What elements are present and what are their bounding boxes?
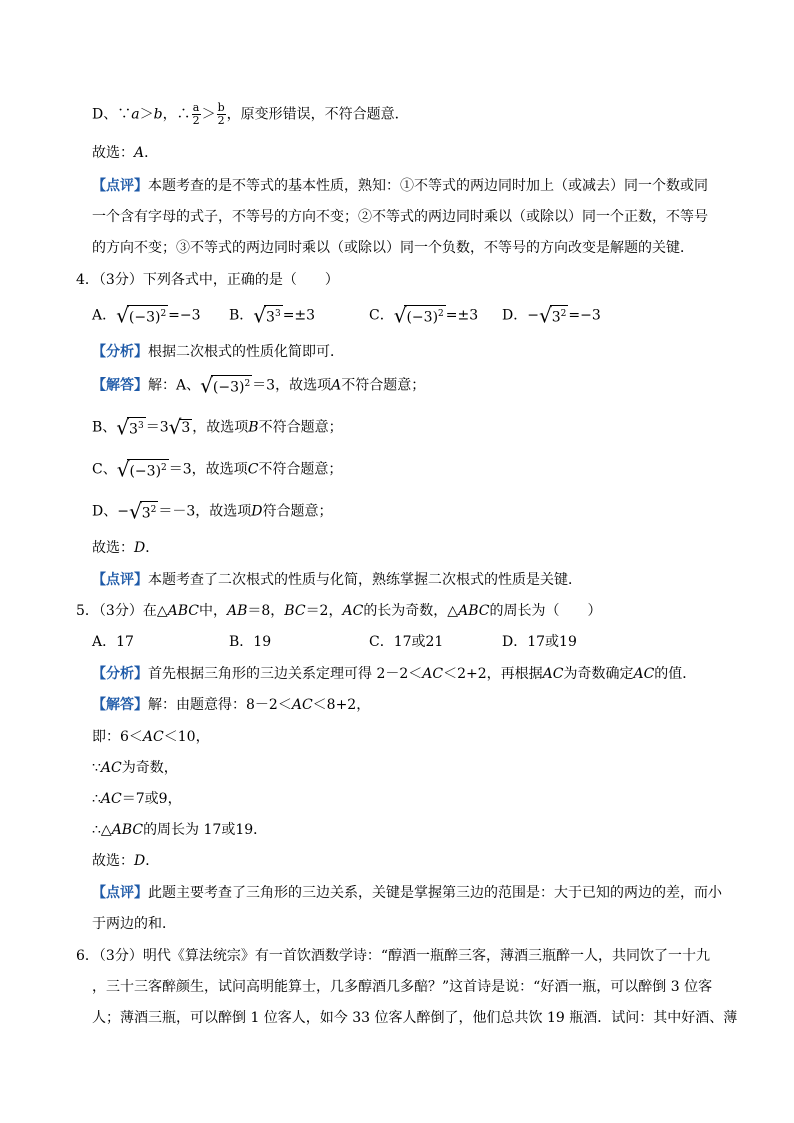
text: 解：A、 [148, 377, 201, 394]
var: AC [291, 697, 313, 713]
q4-option-c [369, 305, 478, 326]
q3-option-d-explanation [92, 102, 409, 127]
q5-stem [76, 601, 601, 621]
text: 故选： [92, 145, 134, 161]
exponent: 2 [244, 379, 251, 389]
text: =−3 [168, 307, 201, 324]
q4-option-a [92, 305, 201, 326]
text: ＜8+2， [312, 697, 371, 713]
text: 不符合题意； [258, 419, 343, 436]
text: ＝8， [247, 603, 285, 619]
var: ABC [167, 603, 199, 619]
sqrt: $√(-3)^2$ [116, 303, 167, 328]
q3-comment-line-3: 的方向不变；③不等式的两边同时乘以（或除以）同一个负数，不等号的方向改变是解题的关键． [92, 240, 694, 256]
text: 首先根据三角形的三边关系定理可得 2－2＜ [148, 666, 423, 682]
text: D、− [92, 503, 129, 520]
text: ，原变形错误，不符合题意． [226, 106, 409, 123]
text: 故选： [92, 540, 134, 556]
var: AC [542, 666, 564, 682]
q4-solution-c [92, 459, 342, 480]
text: 根据二次根式的性质化简即可． [148, 344, 344, 360]
analysis-tag: 【分析】 [92, 666, 148, 682]
label: B． [229, 307, 254, 324]
q5-option-b: B．19 [229, 634, 272, 650]
text: 即：6＜ [92, 729, 143, 745]
q4-solution-d [92, 501, 333, 522]
text: 此题主要考查了三角形的三边关系，关键是掌握第三边的范围是：大于已知的两边的差，而小 [148, 885, 722, 901]
text: B、 [92, 419, 117, 436]
q5-analysis [92, 664, 696, 684]
sqrt: $√3^3$ [253, 303, 281, 328]
option-letter: B [248, 419, 259, 436]
text: ＞ [139, 106, 154, 123]
var: AC [633, 666, 655, 682]
q5-solution-line-1 [92, 695, 370, 715]
q5-comment-line-1 [92, 883, 722, 903]
text: 中， [198, 603, 227, 619]
answer-letter: A [134, 145, 145, 161]
var: AC [100, 760, 122, 776]
q5-comment-line-2: 于两边的和． [92, 916, 176, 932]
option-letter: D [251, 503, 263, 520]
text: 的周长为（ ） [489, 603, 602, 619]
option-letter: A [331, 377, 342, 394]
var: AC [100, 791, 122, 807]
sqrt: $√(-3)^2$ [393, 303, 444, 328]
q5-option-d: D．17或19 [502, 634, 577, 650]
sqrt: $√(-3)^2$ [200, 373, 251, 398]
text: 不符合题意； [341, 377, 426, 394]
comment-tag: 【点评】 [92, 572, 148, 588]
text: ，故选项 [192, 419, 249, 436]
numerator: a [192, 101, 200, 114]
q5-option-c: C．17或21 [369, 634, 444, 650]
q4-analysis [92, 342, 344, 362]
radicand: (−3) [212, 379, 245, 396]
text: 符合题意； [262, 503, 333, 520]
denominator: 2 [217, 114, 225, 127]
numerator: b [217, 101, 225, 114]
text: =−3 [568, 307, 601, 324]
fraction-b-over-2 [217, 102, 226, 127]
var: ABC [458, 603, 490, 619]
text: ＝3，故选项 [252, 377, 332, 394]
exponent: 2 [160, 309, 167, 319]
radicand: 3 [129, 421, 138, 438]
var: ABC [111, 822, 144, 838]
radicand: (−3) [128, 309, 161, 326]
exponent: 2 [150, 505, 157, 515]
q3-comment-line-1 [92, 176, 708, 196]
text: 的长为奇数，△ [363, 603, 459, 619]
var: AC [422, 666, 444, 682]
q6-stem-line-3: 人；薄酒三瓶，可以醉倒 1 位客人，如今 33 位客人醉倒了，他们总共饮 19 瓶酒．试问：其中好酒、薄 [92, 1010, 738, 1026]
q6-stem-line-1: 6．（3分）明代《算法统宗》有一首饮酒数学诗：“醇酒一瓶醉三客，薄酒三瓶醉一人，共同饮了一十九 [76, 948, 710, 964]
answer-letter: D [134, 853, 146, 869]
text: C、 [92, 461, 117, 478]
answer-letter: D [134, 540, 146, 556]
q4-answer [92, 538, 159, 558]
radicand: 3 [266, 309, 275, 326]
q4-stem: 4．（3分）下列各式中，正确的是（ ） [76, 272, 339, 288]
comment-tag: 【点评】 [92, 178, 148, 194]
denominator: 2 [192, 114, 200, 127]
q4-solution-a [92, 375, 425, 396]
text: ＝7或9， [121, 791, 182, 807]
radicand: (−3) [129, 463, 162, 480]
text: 本题考查的是不等式的基本性质，熟知：①不等式的两边同时加上（或减去）同一个数或同 [148, 178, 708, 194]
var-b: b [153, 106, 163, 123]
text: ． [145, 540, 160, 556]
text: 5．（3分）在△ [76, 603, 168, 619]
sqrt: $√3^2$ [538, 303, 567, 328]
text: ∵ [92, 760, 101, 776]
radicand: 3 [551, 309, 561, 326]
text: ＞ [201, 106, 216, 123]
text: 的值． [654, 666, 697, 682]
q5-solution-line-2 [92, 727, 210, 747]
text: ，∴ [162, 106, 191, 123]
q4-option-d [502, 305, 601, 326]
sqrt: $√3^2$ [128, 499, 157, 524]
var: AB [226, 603, 248, 619]
text: ＜2+2，再根据 [443, 666, 543, 682]
radicand: 3 [141, 505, 151, 522]
var: AC [142, 729, 164, 745]
text: D、∵ [92, 106, 132, 123]
analysis-tag: 【分析】 [92, 344, 148, 360]
q6-stem-line-2: ，三十三客醉颜生，试问高明能算士，几多醇酒几多醅？”这首诗是说：“好酒一瓶，可以醉倒 3 位客 [92, 979, 713, 995]
text: 为奇数， [121, 760, 178, 776]
exponent: 2 [560, 309, 567, 319]
label: A． [92, 307, 117, 324]
q3-comment-line-2: 一个含有字母的式子，不等号的方向不变；②不等式的两边同时乘以（或除以）同一个正数，不等号 [92, 209, 708, 225]
text: ＜10， [163, 729, 210, 745]
q5-solution-line-3 [92, 758, 178, 778]
q4-comment [92, 570, 582, 590]
sqrt: $√(-3)^2$ [116, 457, 167, 482]
exponent: 2 [161, 463, 167, 473]
label: C． [369, 307, 394, 324]
text: 解：由题意得：8－2＜ [148, 697, 292, 713]
text: ． [144, 145, 159, 161]
sqrt: √3 [168, 415, 191, 440]
option-letter: C [247, 461, 259, 478]
exponent: 3 [137, 421, 144, 431]
exponent: 3 [274, 309, 281, 319]
var-a: a [131, 106, 140, 123]
radicand: 3 [181, 419, 191, 436]
comment-tag: 【点评】 [92, 885, 148, 901]
text: ＝3 [145, 419, 169, 436]
text: ＝2， [305, 603, 343, 619]
text: ＝3，故选项 [168, 461, 248, 478]
radicand: (−3) [406, 309, 439, 326]
text: 本题考查了二次根式的性质与化简，熟练掌握二次根式的性质是关键． [148, 572, 582, 588]
fraction-a-over-2 [192, 102, 201, 127]
var: BC [284, 603, 306, 619]
text: ∴△ [92, 822, 112, 838]
text: =±3 [282, 307, 316, 324]
text: ． [145, 853, 160, 869]
solution-tag: 【解答】 [92, 697, 148, 713]
q5-answer [92, 851, 159, 871]
q4-solution-b [92, 417, 343, 438]
q5-option-a: A．17 [92, 634, 134, 650]
sqrt: $√3^3$ [116, 415, 144, 440]
q4-option-b [229, 305, 315, 326]
q5-solution-line-5 [92, 820, 267, 840]
text: ＝－3，故选项 [158, 503, 252, 520]
q5-solution-line-4 [92, 789, 182, 809]
text: 不符合题意； [258, 461, 343, 478]
label: D．− [502, 307, 539, 324]
text: 为奇数确定 [563, 666, 634, 682]
exponent: 2 [438, 309, 444, 319]
text: 的周长为 17或19． [143, 822, 268, 838]
text: ∴ [92, 791, 101, 807]
text: =±3 [445, 307, 479, 324]
text: 故选： [92, 853, 134, 869]
q3-answer [92, 143, 158, 163]
solution-tag: 【解答】 [92, 377, 148, 394]
var: AC [342, 603, 364, 619]
